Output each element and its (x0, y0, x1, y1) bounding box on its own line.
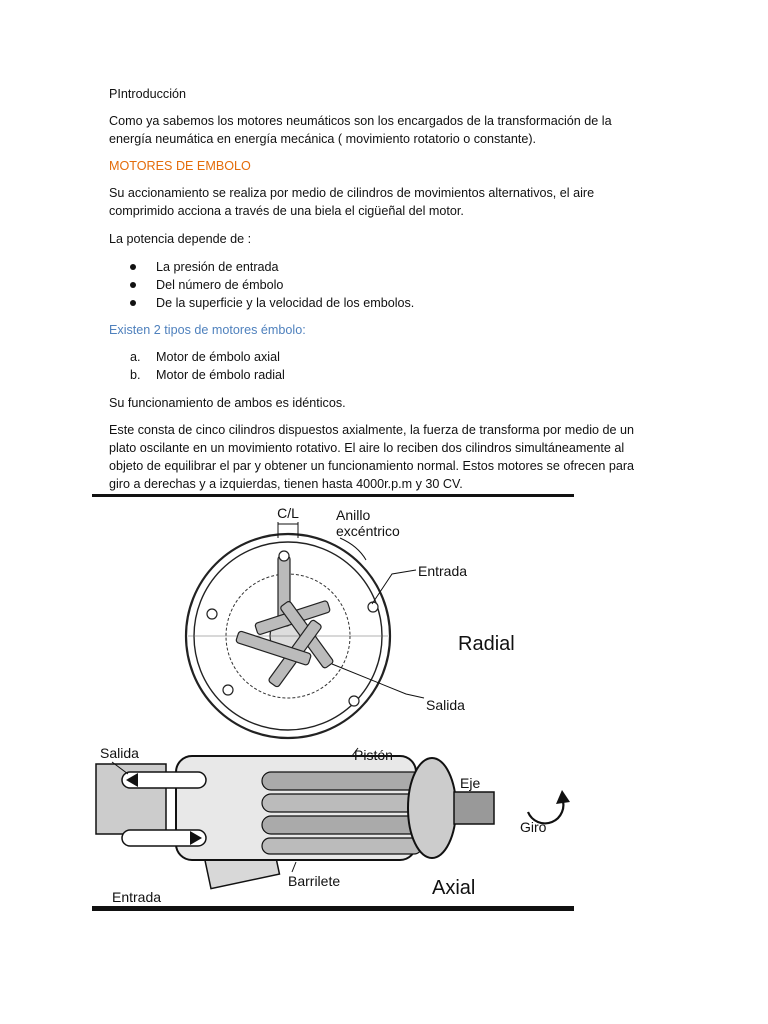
description-line-4: giro a derechas y a izquierdas, tienen hasta 4000r.p.m y 30 CV. (109, 477, 463, 491)
label-giro: Giro (520, 819, 547, 835)
list-item: Motor de émbolo axial (156, 350, 280, 364)
label-entrada-radial: Entrada (418, 563, 468, 579)
axial-piston (262, 816, 422, 834)
label-cl: C/L (277, 505, 299, 521)
radial-pin (349, 696, 359, 706)
label-anillo: Anillo (336, 507, 371, 523)
figure-top-rule (92, 494, 574, 497)
description-line-3: objeto de equilibrar el par y obtener un funcionamiento normal. Estos motores se ofrecen para (109, 459, 635, 473)
bullet-item: Del número de émbolo (156, 278, 284, 292)
label-entrada-axial: Entrada (112, 889, 162, 905)
axial-motor-drawing (96, 748, 570, 889)
section-title: MOTORES DE EMBOLO (109, 159, 251, 173)
page-heading: PIntroducción (109, 87, 187, 101)
bullet-icon (130, 264, 136, 270)
list-marker: b. (130, 368, 141, 382)
barrilete-leader (292, 862, 296, 872)
motor-figure (92, 494, 574, 912)
radial-pin (223, 685, 233, 695)
axial-piston (262, 772, 422, 790)
label-salida-axial: Salida (100, 745, 139, 761)
radial-pin (279, 551, 289, 561)
list-item: Motor de émbolo radial (156, 368, 285, 382)
figure-bottom-rule (92, 906, 574, 911)
axial-title: Axial (432, 877, 476, 899)
radial-title: Radial (458, 633, 515, 655)
description-line-2: plato oscilante en un movimiento rotativo. El aire lo reciben dos cilindros simultáneamente al (109, 441, 625, 455)
label-excentrico: excéntrico (336, 523, 400, 539)
tipos-title: Existen 2 tipos de motores émbolo: (109, 323, 306, 337)
label-barrilete: Barrilete (288, 873, 341, 889)
axial-shaft (454, 792, 494, 824)
radial-pin (368, 602, 378, 612)
axial-piston (262, 794, 422, 812)
label-salida-radial: Salida (426, 697, 465, 713)
funcionamiento-text: Su funcionamiento de ambos es idénticos. (109, 396, 346, 410)
giro-arrowhead-icon (556, 790, 570, 804)
bullet-icon (130, 282, 136, 288)
potencia-intro: La potencia depende de : (109, 232, 252, 246)
bullet-item: La presión de entrada (156, 260, 279, 274)
axial-piston (262, 838, 422, 854)
radial-pin (207, 609, 217, 619)
radial-motor-drawing (186, 522, 424, 738)
intro-line-2: energía neumática en energía mecánica ( movimiento rotatorio o constante). (109, 132, 537, 146)
intro-line-1: Como ya sabemos los motores neumáticos son los encargados de la transformación de la (109, 114, 612, 128)
label-eje: Eje (460, 775, 481, 791)
bullet-icon (130, 300, 136, 306)
label-piston: Pistón (354, 747, 393, 763)
list-marker: a. (130, 350, 141, 364)
description-line-1: Este consta de cinco cilindros dispuestos axialmente, la fuerza de transforma por medio de un (109, 423, 635, 437)
accionamiento-line-1: Su accionamiento se realiza por medio de cilindros de movimientos alternativos, el aire (109, 186, 595, 200)
accionamiento-line-2: comprimido acciona a través de una biela el cigüeñal del motor. (109, 204, 464, 218)
axial-swash-plate (408, 758, 456, 858)
bullet-item: De la superficie y la velocidad de los embolos. (156, 296, 415, 310)
motor-diagram-svg (92, 494, 574, 912)
